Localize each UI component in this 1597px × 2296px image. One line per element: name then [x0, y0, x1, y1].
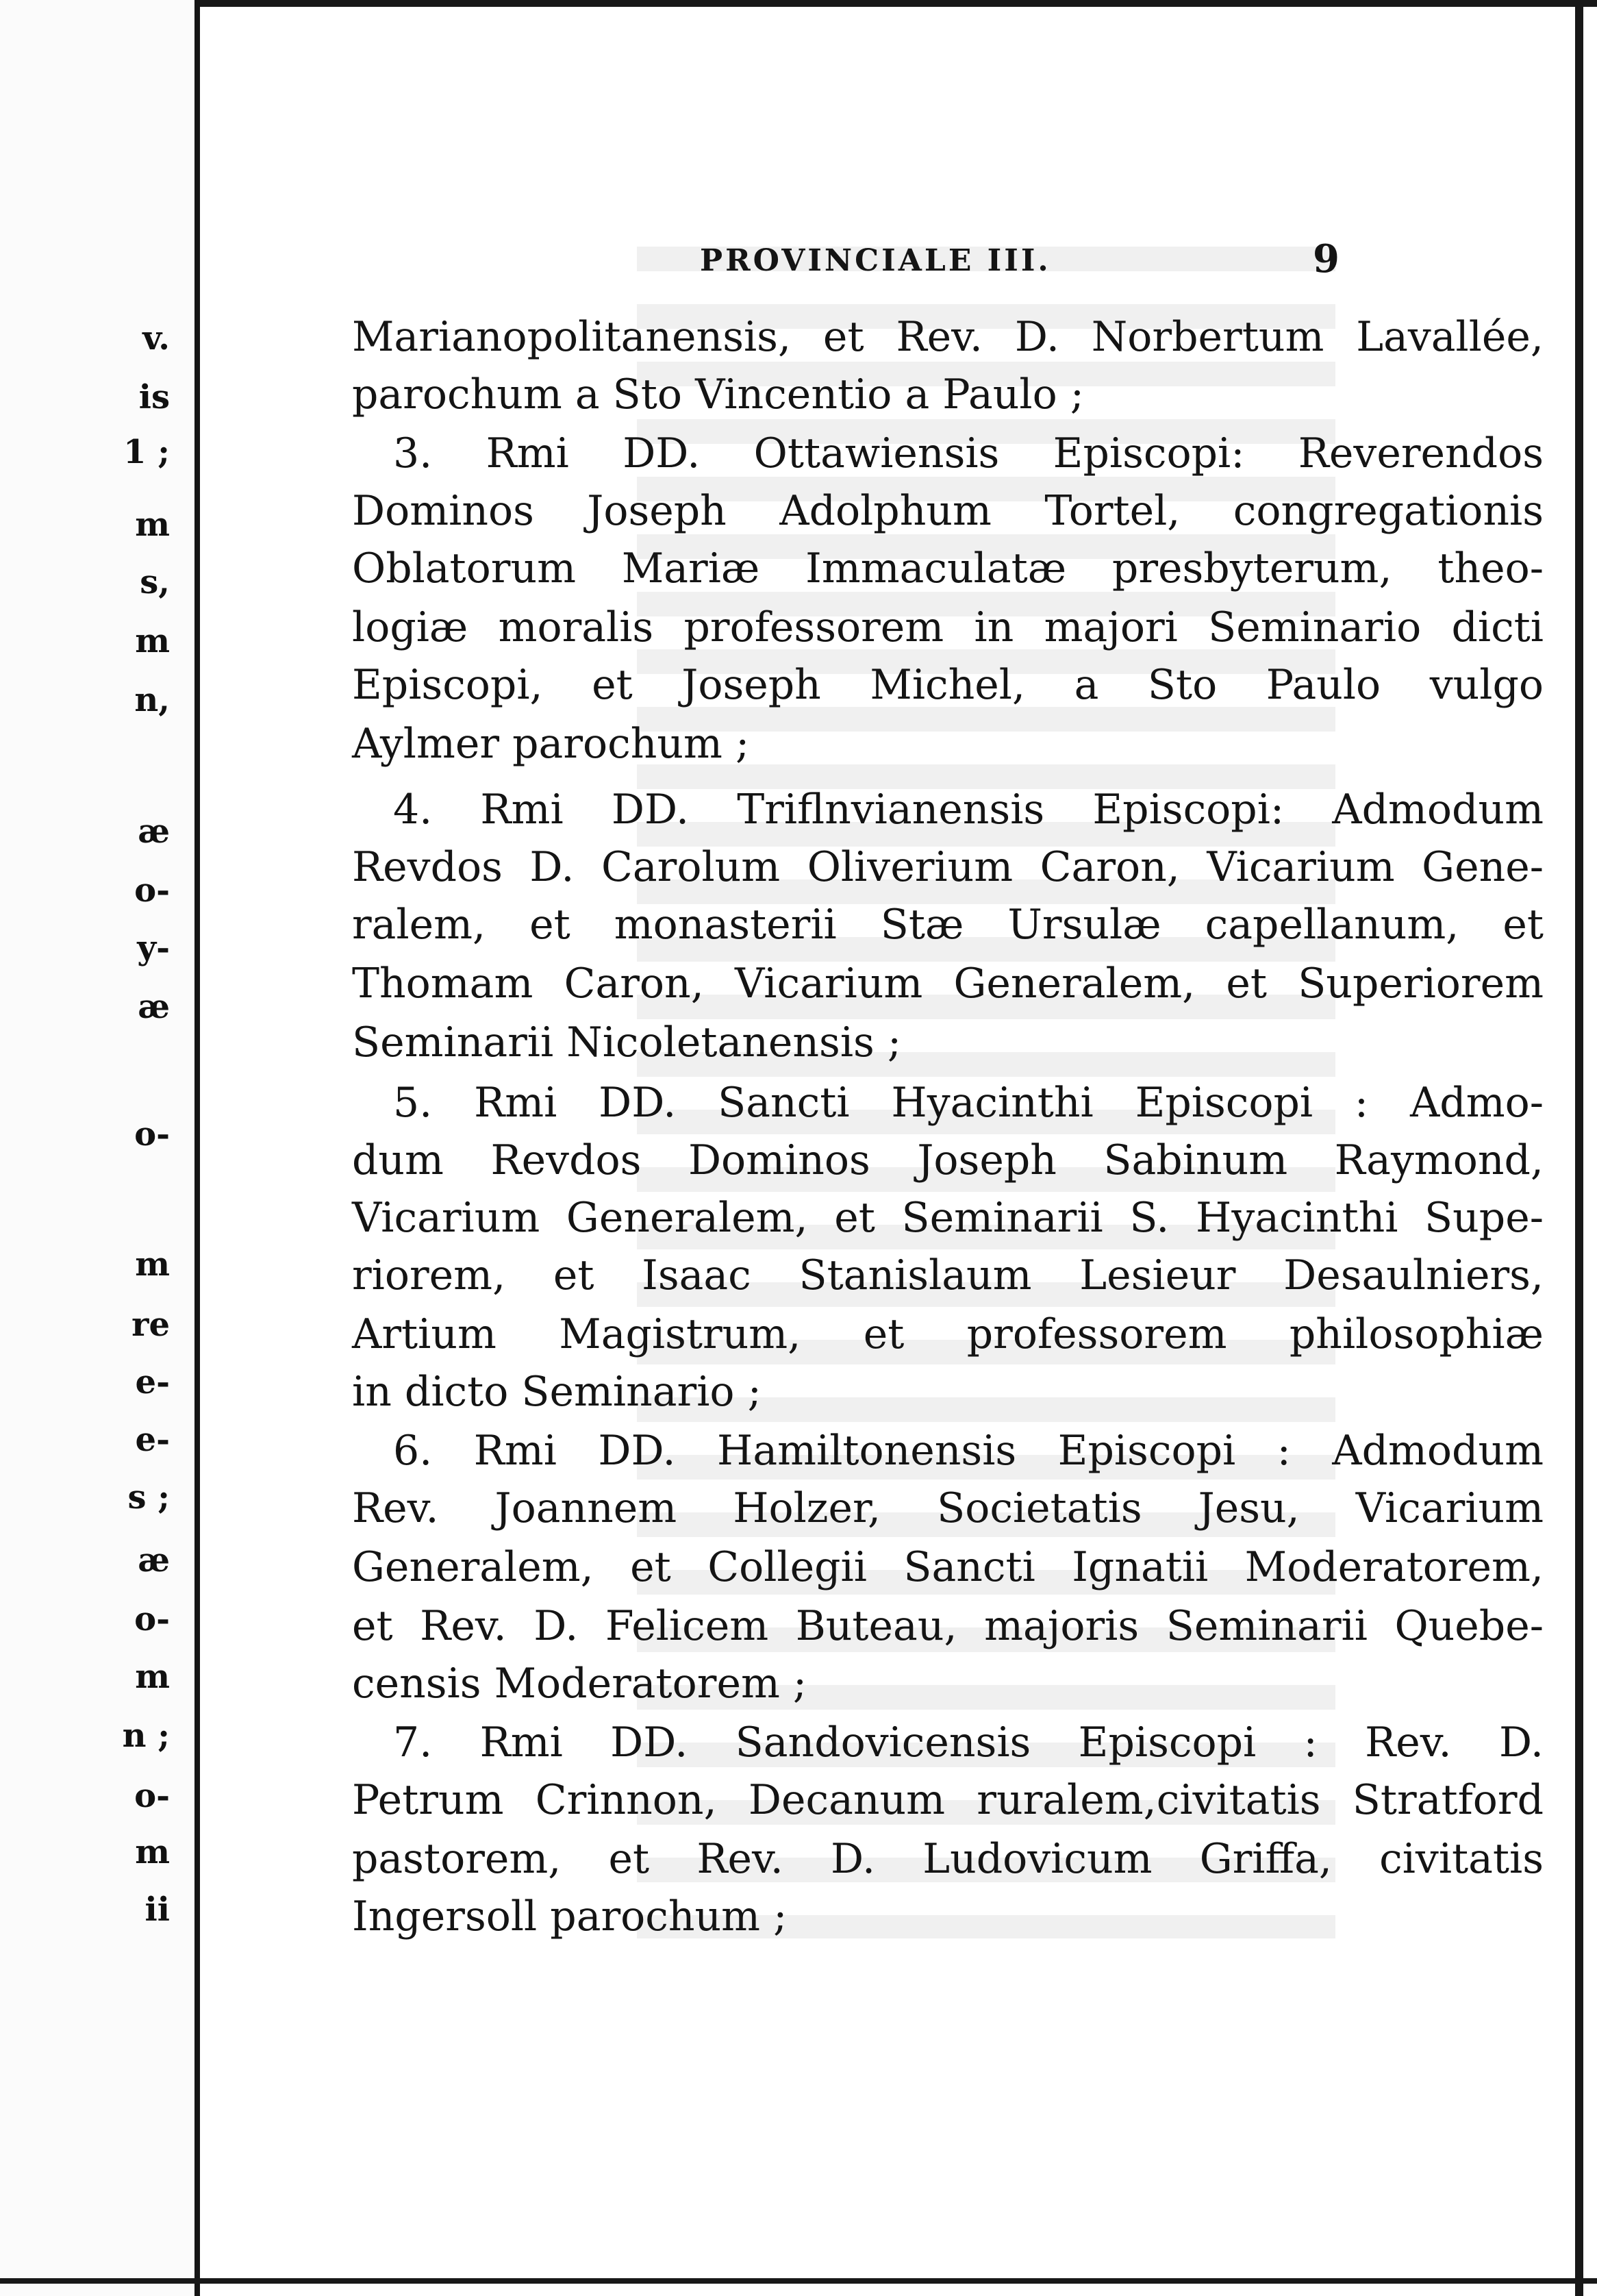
left-fragment: m — [135, 1658, 170, 1696]
left-fragment: n ; — [122, 1717, 170, 1755]
running-title: PROVINCIALE III. — [700, 243, 1051, 278]
left-fragment: 1 ; — [123, 433, 170, 471]
body-line: Dominos Joseph Adolphum Tortel, congregationis — [352, 487, 1544, 535]
body-line: 5. Rmi DD. Sancti Hyacinthi Episcopi : Admo- — [393, 1079, 1544, 1127]
body-line: Generalem, et Collegii Sancti Ignatii Moderatorem, — [352, 1543, 1544, 1591]
body-line: Artium Magistrum, et professorem philosophiæ — [352, 1310, 1544, 1358]
body-line: dum Revdos Dominos Joseph Sabinum Raymond, — [352, 1136, 1544, 1184]
body-line: in dicto Seminario ; — [352, 1368, 762, 1416]
page-number: 9 — [1313, 236, 1340, 282]
body-line: Aylmer parochum ; — [352, 720, 750, 768]
body-line: Oblatorum Mariæ Immaculatæ presbyterum, theo- — [352, 545, 1544, 592]
body-line: logiæ moralis professorem in majori Seminario dicti — [352, 603, 1544, 651]
body-line: 7. Rmi DD. Sandovicensis Episcopi : Rev. D. — [393, 1719, 1544, 1767]
left-fragment: m — [135, 622, 170, 660]
body-line: riorem, et Isaac Stanislaum Lesieur Desaulniers, — [352, 1251, 1544, 1299]
body-line: censis Moderatorem ; — [352, 1660, 807, 1708]
body-line: pastorem, et Rev. D. Ludovicum Griffa, civitatis — [352, 1835, 1544, 1883]
left-fragment: æ — [138, 812, 170, 851]
left-fragment: æ — [138, 988, 170, 1026]
left-fragment: e- — [135, 1363, 170, 1401]
left-fragment: o- — [134, 1600, 170, 1638]
body-line: Marianopolitanensis, et Rev. D. Norbertum Lavallée, — [352, 313, 1544, 361]
top-border — [0, 0, 1597, 7]
left-facing-page — [0, 0, 200, 2296]
left-fragment: ii — [144, 1891, 170, 1929]
body-line: Thomam Caron, Vicarium Generalem, et Superiorem — [352, 960, 1544, 1008]
left-fragment: o- — [134, 871, 170, 910]
left-fragment: y- — [137, 929, 170, 967]
left-fragment: re — [131, 1306, 170, 1344]
body-line: 3. Rmi DD. Ottawiensis Episcopi: Reverendos — [393, 429, 1544, 477]
bottom-border — [0, 2278, 1597, 2284]
body-line: Seminarii Nicoletanensis ; — [352, 1019, 902, 1066]
body-line: Episcopi, et Joseph Michel, a Sto Paulo vulgo — [352, 661, 1544, 709]
book-page — [200, 7, 1575, 2278]
body-line: Petrum Crinnon, Decanum ruralem,civitatis Stratford — [352, 1776, 1544, 1824]
left-fragment: m — [135, 1245, 170, 1284]
body-line: Vicarium Generalem, et Seminarii S. Hyacinthi Supe- — [352, 1194, 1544, 1242]
body-line: parochum a Sto Vincentio a Paulo ; — [352, 371, 1084, 419]
right-border — [1575, 0, 1583, 2296]
left-fragment: v. — [142, 319, 170, 358]
left-fragment: m — [135, 506, 170, 544]
left-fragment: o- — [134, 1777, 170, 1815]
left-fragment: m — [135, 1833, 170, 1871]
left-fragment: æ — [138, 1541, 170, 1580]
left-fragment: s, — [140, 563, 170, 601]
left-fragment: o- — [134, 1115, 170, 1153]
body-line: ralem, et monasterii Stæ Ursulæ capellanum, et — [352, 901, 1544, 949]
body-line: et Rev. D. Felicem Buteau, majoris Seminarii Quebe- — [352, 1602, 1544, 1650]
left-fragment: n, — [134, 681, 170, 719]
body-line: Ingersoll parochum ; — [352, 1893, 788, 1941]
body-line: 6. Rmi DD. Hamiltonensis Episcopi : Admodum — [393, 1427, 1544, 1475]
body-line: 4. Rmi DD. Triflnvianensis Episcopi: Admodum — [393, 786, 1544, 834]
body-line: Rev. Joannem Holzer, Societatis Jesu, Vicarium — [352, 1484, 1544, 1532]
left-fragment: s ; — [127, 1478, 170, 1517]
left-fragment: e- — [135, 1421, 170, 1459]
body-line: Revdos D. Carolum Oliverium Caron, Vicarium Gene- — [352, 843, 1544, 891]
left-fragment: is — [138, 378, 170, 416]
